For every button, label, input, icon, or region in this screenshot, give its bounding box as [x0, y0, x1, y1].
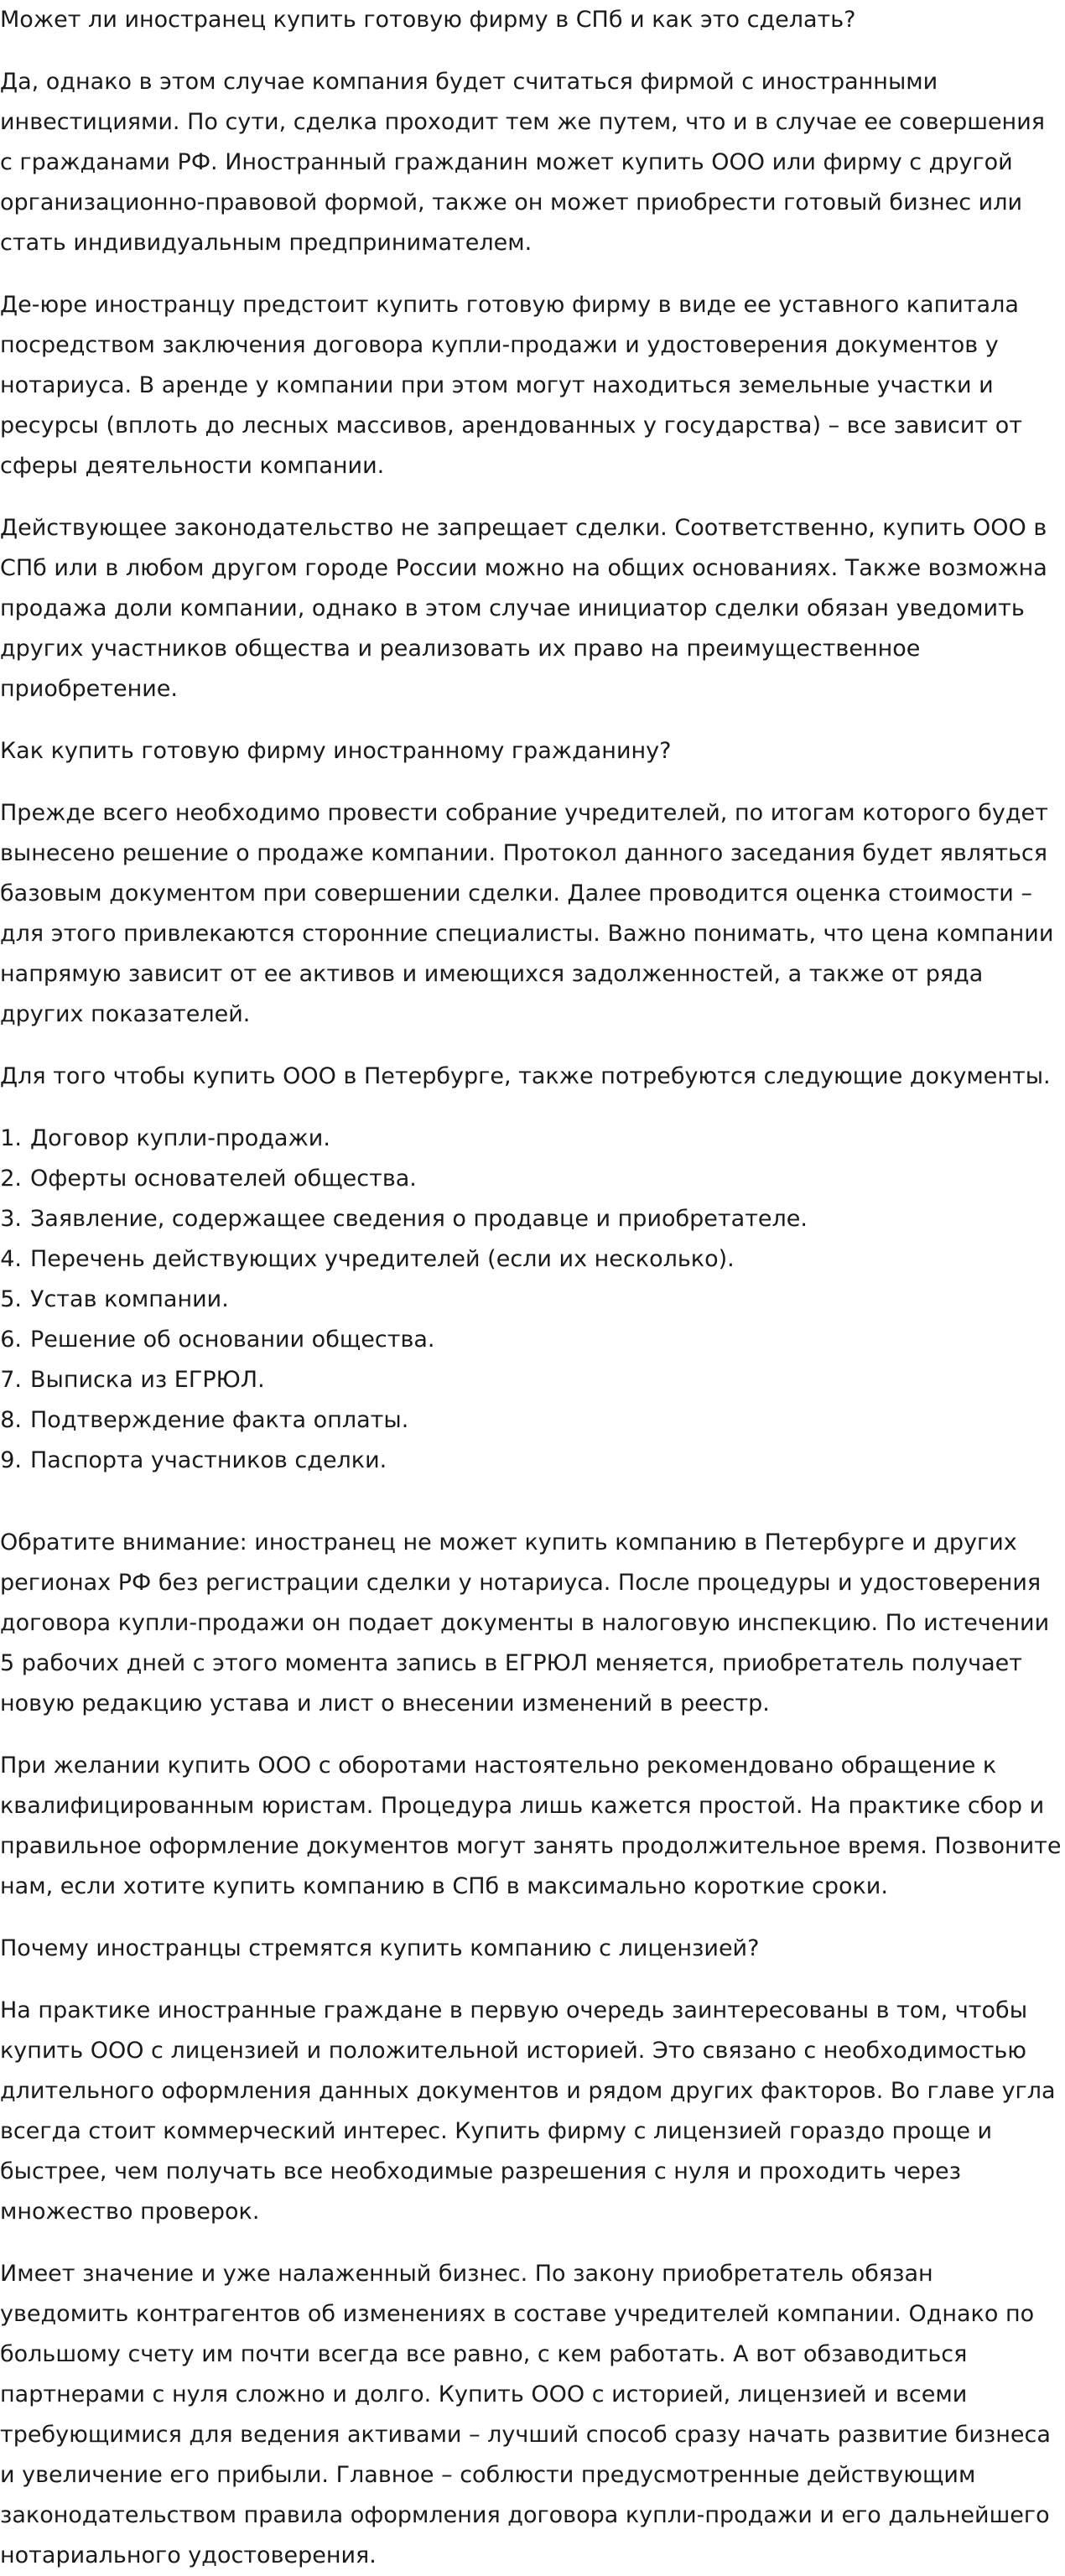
list-item	[0, 1159, 1063, 1199]
paragraph-lawyers: При желании купить ООО с оборотами настоятельно рекомендовано обращение к квалифицированным юристам. Процедура лишь кажется простой. На практике сбор и правильное оформление документов могут занять продолжительное время. Позвоните нам, если хотите купить компанию в СПб в максимально короткие сроки.	[0, 1753, 1062, 1899]
paragraph-legislation: Действующее законодательство не запрещает сделки. Соответственно, купить ООО в СПб или в любом другом городе России можно на общих основаниях. Также возможна продажа доли компании, однако в этом случае инициатор сделки обязан уведомить других участников общества и реализовать их право на преимущественное приобретение.	[0, 515, 1047, 702]
list-item-text: Перечень действующих учредителей (если их несколько).	[30, 1246, 735, 1272]
paragraph-license-interest: На практике иностранные граждане в первую очередь заинтересованы в том, чтобы купить ООО с лицензией и положительной историей. Это связано с необходимостью длительного оформления данных документов и рядом других факторов. Во главе угла всегда стоит коммерческий интерес. Купить фирму с лицензией гораздо проще и быстрее, чем получать все необходимые разрешения с нуля и проходить через множество проверок.	[0, 1997, 1056, 2225]
list-item-number: 4.	[0, 1246, 22, 1272]
list-item-number: 2.	[0, 1166, 22, 1192]
list-item-text: Решение об основании общества.	[30, 1327, 435, 1353]
paragraph-documents-intro: Для того чтобы купить ООО в Петербурге, также потребуются следующие документы.	[0, 1063, 1051, 1089]
paragraph-established-business: Имеет значение и уже налаженный бизнес. По закону приобретатель обязан уведомить контрагентов об изменениях в составе учредителей компании. Однако по большому счету им почти всегда все равно, с кем работать. А вот обзаводиться партнерами с нуля сложно и долго. Купить ООО с историей, лицензией и всеми требующимися для ведения активами – лучший способ сразу начать развитие бизнеса и увеличение его прибыли. Главное – соблюсти предусмотренные действующим законодательством правила оформления договора купли-продажи и его дальнейшего нотариального удостоверения.	[0, 2261, 1051, 2568]
list-item	[0, 1441, 1063, 1481]
list-item-number: 6.	[0, 1327, 22, 1353]
list-item-text: Договор купли-продажи.	[30, 1125, 330, 1151]
list-item	[0, 1239, 1063, 1280]
heading-why-license: Почему иностранцы стремятся купить компанию с лицензией?	[0, 1935, 760, 1961]
list-item-text: Устав компании.	[30, 1286, 229, 1312]
list-item-text: Выписка из ЕГРЮЛ.	[30, 1367, 265, 1393]
paragraph-de-jure: Де-юре иностранцу предстоит купить готовую фирму в виде ее уставного капитала посредством заключения договора купли-продажи и удостоверения документов у нотариуса. В аренде у компании при этом могут находиться земельные участки и ресурсы (вплоть до лесных массивов, арендованных у государства) – все зависит от сферы деятельности компании.	[0, 292, 1022, 479]
list-item-text: Подтверждение факта оплаты.	[30, 1407, 409, 1433]
list-item-number: 5.	[0, 1286, 22, 1312]
documents-list	[0, 1119, 1063, 1481]
heading-how-to-buy: Как купить готовую фирму иностранному гражданину?	[0, 738, 672, 764]
list-item-text: Заявление, содержащее сведения о продавце и приобретателе.	[30, 1206, 808, 1232]
list-item	[0, 1199, 1063, 1239]
list-item	[0, 1320, 1063, 1360]
list-item-number: 3.	[0, 1206, 22, 1232]
list-item	[0, 1280, 1063, 1320]
list-item-text: Оферты основателей общества.	[30, 1166, 417, 1192]
list-item-text: Паспорта участников сделки.	[30, 1447, 387, 1473]
list-item	[0, 1360, 1063, 1400]
paragraph-founders-meeting: Прежде всего необходимо провести собрание учредителей, по итогам которого будет вынесено решение о продаже компании. Протокол данного заседания будет являться базовым документом при совершении сделки. Далее проводится оценка стоимости – для этого привлекаются сторонние специалисты. Важно понимать, что цена компании напрямую зависит от ее активов и имеющихся задолженностей, а также от ряда других показателей.	[0, 800, 1054, 1027]
list-item	[0, 1400, 1063, 1441]
paragraph-notary-note: Обратите внимание: иностранец не может купить компанию в Петербурге и других регионах РФ без регистрации сделки у нотариуса. После процедуры и удостоверения договора купли-продажи он подает документы в налоговую инспекцию. По истечении 5 рабочих дней с этого момента запись в ЕГРЮЛ меняется, приобретатель получает новую редакцию устава и лист о внесении изменений в реестр.	[0, 1530, 1050, 1716]
list-item-number: 8.	[0, 1407, 22, 1433]
list-item-number: 9.	[0, 1447, 22, 1473]
list-item-number: 7.	[0, 1367, 22, 1393]
heading-foreigner-buy-firm: Может ли иностранец купить готовую фирму в СПб и как это сделать?	[0, 7, 856, 33]
list-item	[0, 1119, 1063, 1159]
list-item-number: 1.	[0, 1125, 22, 1151]
paragraph-foreign-investment: Да, однако в этом случае компания будет считаться фирмой с иностранными инвестициями. По сути, сделка проходит тем же путем, что и в случае ее совершения с гражданами РФ. Иностранный гражданин может купить ООО или фирму с другой организационно-правовой формой, также он может приобрести готовый бизнес или стать индивидуальным предпринимателем.	[0, 69, 1045, 256]
